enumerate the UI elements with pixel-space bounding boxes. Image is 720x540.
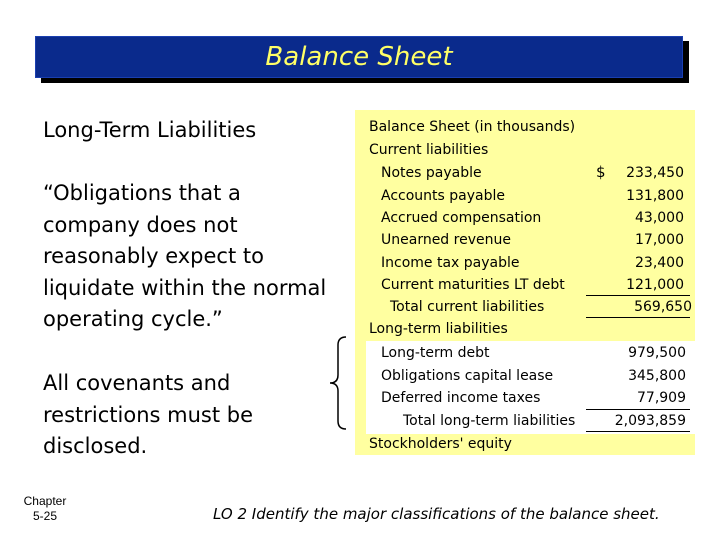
- disclosure-note: All covenants and restrictions must be disclosed.: [43, 371, 253, 458]
- current-row-value: 233,450: [626, 165, 684, 181]
- section-heading: Long-Term Liabilities: [43, 118, 257, 142]
- subtotal-rule: [586, 409, 690, 410]
- longterm-row-value: 345,800: [628, 368, 686, 384]
- curly-brace-icon: [326, 335, 350, 431]
- current-row-value: 43,000: [635, 210, 684, 226]
- current-row-label: Unearned revenue: [381, 232, 511, 248]
- current-row-label: Accrued compensation: [381, 210, 542, 226]
- chapter-label-line2: 5-25: [32, 509, 58, 523]
- current-row-label: Accounts payable: [381, 188, 505, 204]
- total-current-value: 569,650: [634, 299, 692, 315]
- current-row-value: 131,800: [626, 188, 684, 204]
- slide-title: Balance Sheet: [265, 42, 453, 72]
- current-row-value: 23,400: [635, 255, 684, 271]
- total-rule: [586, 431, 690, 432]
- total-current-label: Total current liabilities: [390, 299, 545, 315]
- longterm-row-label: Long-term debt: [381, 345, 490, 361]
- current-row-label: Income tax payable: [381, 255, 520, 271]
- balance-sheet-heading-title: Balance Sheet: [369, 119, 470, 135]
- subtotal-rule: [586, 295, 690, 296]
- balance-sheet-heading-units: (in thousands): [474, 119, 576, 135]
- longterm-row-label: Deferred income taxes: [381, 390, 541, 406]
- total-rule: [586, 317, 690, 318]
- current-row-value: 121,000: [626, 277, 684, 293]
- longterm-liabilities-heading: Long-term liabilities: [369, 321, 508, 337]
- longterm-row-label: Obligations capital lease: [381, 368, 554, 384]
- chapter-label: [15, 494, 75, 524]
- learning-objective: LO 2 Identify the major classifications of the balance sheet.: [213, 505, 660, 523]
- dollar-sign: $: [596, 163, 606, 181]
- current-liabilities-heading: Current liabilities: [369, 142, 489, 158]
- balance-sheet-heading: [369, 119, 575, 135]
- stockholders-equity-heading: Stockholders' equity: [369, 436, 512, 452]
- current-row-label: Current maturities LT debt: [381, 277, 565, 293]
- definition-quote: “Obligations that a company does not reasonably expect to liquidate within the normal operating cycle.”: [43, 181, 327, 331]
- total-longterm-label: Total long-term liabilities: [403, 413, 576, 429]
- current-row-label: Notes payable: [381, 165, 482, 181]
- current-row-value: 17,000: [635, 232, 684, 248]
- chapter-label-line1: Chapter: [23, 494, 67, 508]
- total-longterm-value: 2,093,859: [614, 413, 686, 429]
- longterm-row-value: 979,500: [628, 345, 686, 361]
- longterm-row-value: 77,909: [637, 390, 686, 406]
